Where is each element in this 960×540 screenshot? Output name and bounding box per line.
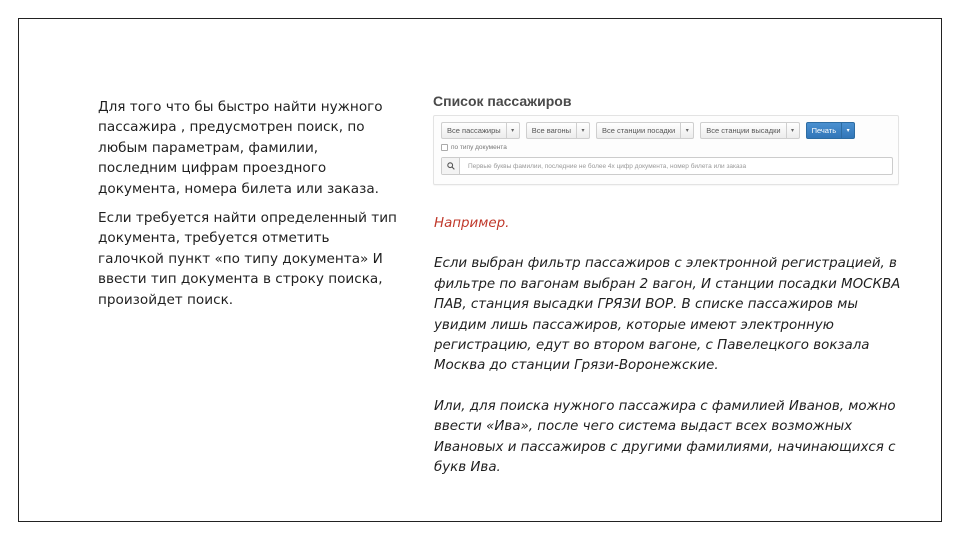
document-type-paragraph: Если требуется найти определенный тип документа, требуется отметить галочкой пункт «по типу документа» И ввести тип документа в строку поиска, произойдет поиск. bbox=[98, 210, 397, 308]
slide bbox=[18, 18, 942, 522]
document-type-checkbox-label: по типу документа bbox=[451, 144, 507, 151]
boarding-station-filter-dropdown[interactable] bbox=[596, 122, 694, 139]
intro-paragraph: Для того что бы быстро найти нужного пассажира , предусмотрен поиск, по любым параметрам, фамилии, последним цифрам проездного документа, номера билета или заказа. bbox=[98, 99, 383, 197]
print-button-label: Печать bbox=[811, 126, 837, 135]
caret-down-icon: ▾ bbox=[680, 123, 693, 138]
example-label: Например. bbox=[434, 216, 510, 231]
passenger-list-screenshot bbox=[431, 93, 901, 187]
passengers-filter-label: Все пассажиры bbox=[447, 126, 501, 135]
left-column bbox=[98, 97, 398, 310]
caret-down-icon: ▾ bbox=[841, 123, 854, 138]
document-type-checkbox[interactable] bbox=[441, 144, 448, 151]
passenger-search-input[interactable] bbox=[441, 157, 893, 175]
document-type-checkbox-row[interactable] bbox=[441, 144, 507, 151]
passengers-filter-dropdown[interactable] bbox=[441, 122, 520, 139]
cars-filter-label: Все вагоны bbox=[531, 126, 572, 135]
filter-example-paragraph: Если выбран фильтр пассажиров с электронной регистрацией, в фильтре по вагонам выбран 2 вагон, И станции посадки МОСКВА ПАВ, станция высадки ГРЯЗИ ВОР. В списке пассажиров мы увидим лишь пассажиров, которые имеют электронную регистрацию, едут во втором вагоне, с Павелецкого вокзала Москва до станции Грязи-Воронежские. bbox=[434, 256, 901, 374]
caret-down-icon: ▾ bbox=[576, 123, 589, 138]
filter-bar bbox=[441, 122, 855, 139]
search-placeholder: Первые буквы фамилии, последние не более 4х цифр документа, номер билета или заказа bbox=[468, 162, 747, 170]
boarding-station-filter-label: Все станции посадки bbox=[602, 126, 676, 135]
right-column bbox=[434, 214, 904, 478]
search-example-paragraph: Или, для поиска нужного пассажира с фамилией Иванов, можно ввести «Ива», после чего система выдаст всех возможных Ивановых и пассажиров с другими фамилиями, начинающихся с букв Ива. bbox=[434, 398, 896, 476]
caret-down-icon: ▾ bbox=[786, 123, 799, 138]
arrival-station-filter-label: Все станции высадки bbox=[706, 126, 781, 135]
search-icon bbox=[442, 158, 460, 174]
caret-down-icon: ▾ bbox=[506, 123, 519, 138]
arrival-station-filter-dropdown[interactable] bbox=[700, 122, 799, 139]
passenger-list-title: Список пассажиров bbox=[433, 93, 572, 109]
cars-filter-dropdown[interactable] bbox=[526, 122, 590, 139]
filter-panel bbox=[433, 115, 899, 185]
print-button[interactable] bbox=[806, 122, 856, 139]
